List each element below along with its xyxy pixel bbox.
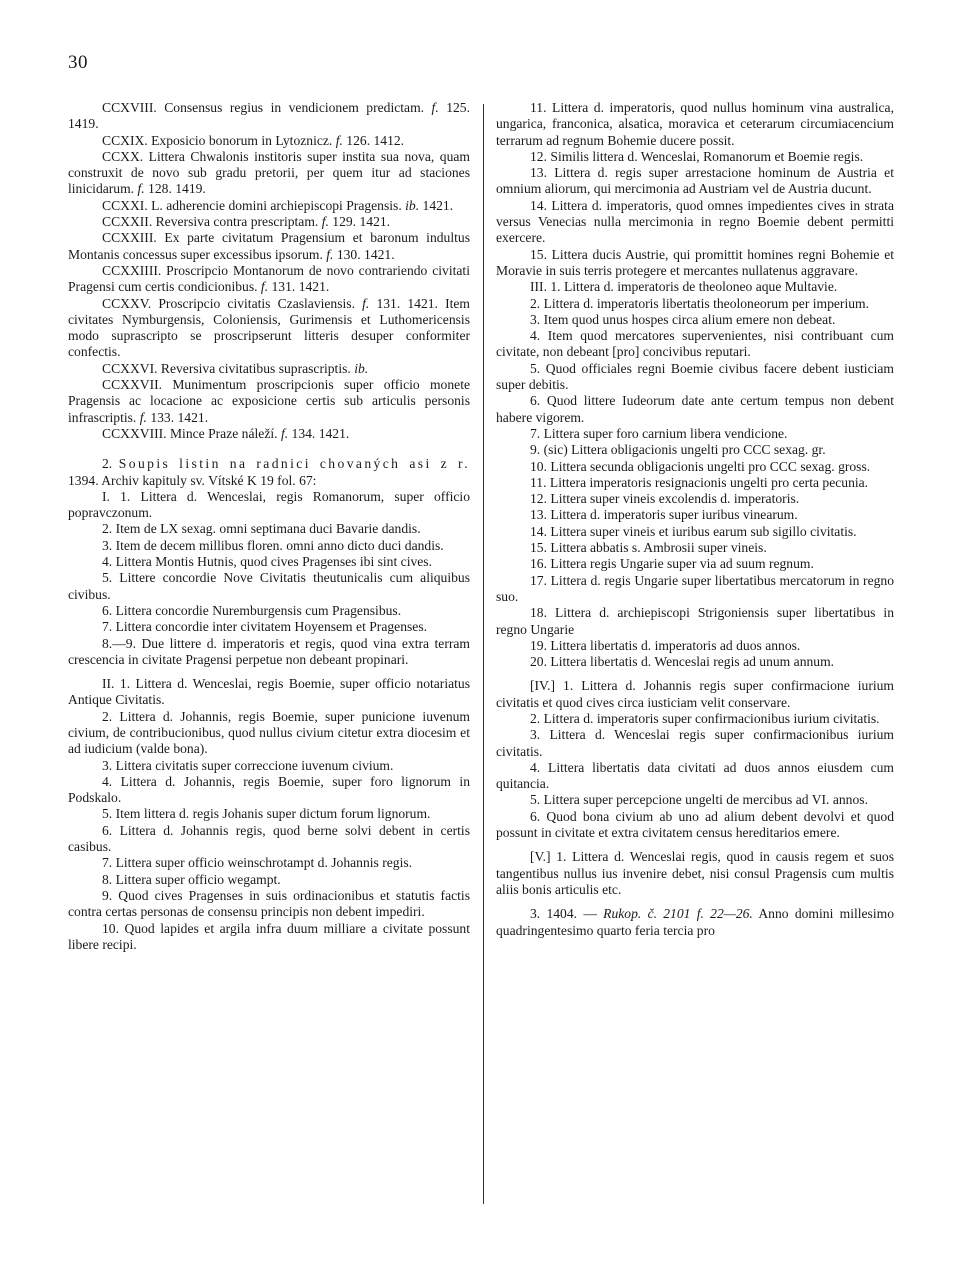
entry-ccxviii: CCXVIII. Consensus regius in vendicionem predictam. f. 125. 1419. <box>68 100 471 132</box>
item-iv-1: [IV.] 1. Littera d. Johannis regis super confirmacione iurium civitatis et quod cives circa iusticiam velit conservare. <box>496 678 894 710</box>
entry-3-1404: 3. 1404. — Rukop. č. 2101 f. 22—26. Anno domini millesimo quadringentesimo quarto feria tercia pro <box>496 906 894 938</box>
item-i-3: 3. Item de decem millibus floren. omni anno dicto duci dandis. <box>102 537 444 553</box>
entry-ccxxviii: CCXXVIII. Mince Praze náleží. f. 134. 1421. <box>102 425 350 441</box>
item-iii-10: 10. Littera secunda obligacionis ungelti pro CCC sexag. gross. <box>530 458 871 474</box>
item-ii-9: 9. Quod cives Pragenses in suis ordinacionibus et statutis factis contra certas personas de consensu principis non debent impediri. <box>68 887 470 920</box>
item-i-7: 7. Littera concordie inter civitatem Hoyensem et Pragenses. <box>102 619 428 635</box>
item-iii-12: 12. Littera super vineis excolendis d. imperatoris. <box>530 491 800 507</box>
item-ii-3: 3. Littera civitatis super correccione iuvenum civium. <box>102 757 394 773</box>
item-ii-15: 15. Littera ducis Austrie, qui promittit homines regni Bohemie et Moravie in suis terris protegere et mercantes nullatenus aggravare. <box>496 246 894 278</box>
item-iii-5: 5. Quod officiales regni Boemie civibus facere debent iusticiam super debitis. <box>496 360 894 393</box>
item-iii-20: 20. Littera libertatis d. Wenceslai regis ad unum annum. <box>530 654 835 670</box>
item-ii-2: 2. Littera d. Johannis, regis Boemie, super punicione iuvenum civium, de contribucionibus, quod nullus civium citetur extra diocesim et ad iudicium (valde bona). <box>68 708 470 757</box>
item-i-1: I. 1. Littera d. Wenceslai, regis Romanorum, super officio popravczonum. <box>68 488 470 521</box>
entry-ccxxii: CCXXII. Reversiva contra prescriptam. f. 129. 1421. <box>102 214 391 230</box>
entry-ccxxiii: CCXXIII. Ex parte civitatum Pragensium et baronum indultus Montanis concessus super excessibus ipsorum. f. 130. 1421. <box>68 230 470 262</box>
item-iv-5: 5. Littera super percepcione ungelti de mercibus ad VI. annos. <box>530 792 868 808</box>
entry-ccxxi: CCXXI. L. adherencie domini archiepiscopi Pragensis. ib. 1421. <box>102 197 454 213</box>
item-ii-6: 6. Littera d. Johannis regis, quod berne solvi debent in certis casibus. <box>68 822 470 855</box>
item-iii-9: 9. (sic) Littera obligacionis ungelti pro CCC sexag. gr. <box>530 442 826 458</box>
item-iii-7: 7. Littera super foro carnium libera vendicione. <box>530 425 788 441</box>
entry-ccxxv: CCXXV. Proscripcio civitatis Czaslaviensis. f. 131. 1421. Item civitates Nymburgensis, Coloniensis, Gurimensis et Luthomericensis modo suprascripto se proscripserunt litteris desuper conformiter confectis. <box>68 295 471 360</box>
item-iii-11: 11. Littera imperatoris resignacionis ungelti pro certa pecunia. <box>530 474 869 490</box>
item-ii-10: 10. Quod lapides et argila infra duum milliare a civitate possunt libere recipi. <box>68 920 470 952</box>
left-column <box>68 100 470 953</box>
entry-ccxx: CCXX. Littera Chwalonis institoris super instita sua nova, quam construxit de novo sub gradu pretorii, per quem itur ad staciones linicidarum. f. 128. 1419. <box>68 148 470 197</box>
page-number: 30 <box>68 52 88 73</box>
item-iii-13: 13. Littera d. imperatoris super iuribus vinearum. <box>530 507 798 523</box>
item-iv-3: 3. Littera d. Wenceslai regis super confirmacionibus iurium civitatis. <box>496 727 894 759</box>
item-i-8-9: 8.—9. Due littere d. imperatoris et regis, quod vina extra terram crescencia in civitate Pragensi perpetue non debeant propinari. <box>68 635 470 667</box>
item-ii-14: 14. Littera d. imperatoris, quod omnes impedientes cives in strata versus Venecias nulla mercimonia in regno Boemie debent permitti exercere. <box>496 197 894 246</box>
right-column <box>496 100 894 939</box>
item-ii-7: 7. Littera super officio weinschrotampt d. Johannis regis. <box>102 855 413 871</box>
item-iii-3: 3. Item quod unus hospes circa alium emere non debeat. <box>530 311 836 327</box>
item-ii-5: 5. Item littera d. regis Johanis super dictum forum lignorum. <box>102 806 431 822</box>
item-i-2: 2. Item de LX sexag. omni septimana duci Bavarie dandis. <box>102 521 421 537</box>
item-iii-19: 19. Littera libertatis d. imperatoris ad duos annos. <box>530 637 801 653</box>
item-iii-18: 18. Littera d. archiepiscopi Strigoniensis super libertatibus in regno Ungarie <box>496 605 894 637</box>
item-v-1: [V.] 1. Littera d. Wenceslai regis, quod in causis regem et suos tangentibus nullus ius invenire debet, nisi consul Pragensis cum multis aliis bonis articulis etc. <box>496 849 894 897</box>
entry-ccxix: CCXIX. Exposicio bonorum in Lytoznicz. f. 126. 1412. <box>102 132 405 148</box>
item-iii-17: 17. Littera d. regis Ungarie super libertatibus mercatorum in regno suo. <box>496 572 894 604</box>
item-ii-8: 8. Littera super officio wegampt. <box>102 871 281 887</box>
section-heading-2: 2. Soupis listin na radnici chovaných asi z r. 1394. Archiv kapituly sv. Vítské K 19 fol. 67: <box>68 456 471 488</box>
item-ii-11: 11. Littera d. imperatoris, quod nullus hominum vina australica, ungarica, franconica, alsatica, moravica et ceterarum circumiacencium terrarum ad regnum Bohemie ducere possit. <box>496 100 894 148</box>
item-iii-4: 4. Item quod mercatores supervenientes, nisi contribuant cum civitate, non debeant [pro] concivibus reputari. <box>496 328 894 360</box>
item-iii-16: 16. Littera regis Ungarie super via ad suum regnum. <box>530 556 814 572</box>
item-iii-14: 14. Littera super vineis et iuribus earum sub sigillo civitatis. <box>530 523 857 539</box>
item-ii-1: II. 1. Littera d. Wenceslai, regis Boemie, super officio notariatus Antique Civitatis. <box>68 676 470 708</box>
entry-ccxxvii: CCXXVII. Munimentum proscripcionis super officio monete Pragensis ac locacione ac exposicione certis sub articulis personis infrascriptis. f. 133. 1421. <box>68 377 470 425</box>
item-iii-1: III. 1. Littera d. imperatoris de theoloneo aque Multavie. <box>530 279 838 295</box>
item-ii-12: 12. Similis littera d. Wenceslai, Romanorum et Boemie regis. <box>530 148 864 164</box>
item-iv-6: 6. Quod bona civium ab uno ad alium debent devolvi et quod possunt in civitate et extra civitatem census hereditarios emere. <box>496 808 894 841</box>
item-iii-15: 15. Littera abbatis s. Ambrosii super vineis. <box>530 540 767 556</box>
entry-ccxxiiii: CCXXIIII. Proscripcio Montanorum de novo contrariendo civitati Pragensi cum certis condicionibus. f. 131. 1421. <box>68 262 470 295</box>
item-iii-6: 6. Quod littere Iudeorum date ante certum tempus non debent habere vigorem. <box>496 393 894 425</box>
item-i-6: 6. Littera concordie Nuremburgensis cum Pragensibus. <box>102 602 402 618</box>
item-i-5: 5. Littere concordie Nove Civitatis theutunicalis cum aliquibus civibus. <box>68 570 470 602</box>
item-iv-2: 2. Littera d. imperatoris super confirmacionibus iurium civitatis. <box>530 710 880 726</box>
item-ii-4: 4. Littera d. Johannis, regis Boemie, super foro lignorum in Podskalo. <box>68 773 470 806</box>
item-i-4: 4. Littera Montis Hutnis, quod cives Pragenses ibi sint cives. <box>102 554 432 570</box>
item-iii-2: 2. Littera d. imperatoris libertatis theoloneorum per imperium. <box>530 295 869 311</box>
entry-ccxxvi: CCXXVI. Reversiva civitatibus suprascriptis. ib. <box>102 360 369 376</box>
column-divider <box>483 104 484 1204</box>
item-ii-13: 13. Littera d. regis super arrestacione hominum de Austria et omnium aliorum, qui mercimonia ad Austriam vel de Austria ducunt. <box>496 165 894 197</box>
item-iv-4: 4. Littera libertatis data civitati ad duos annos eiusdem cum quitancia. <box>496 759 894 792</box>
